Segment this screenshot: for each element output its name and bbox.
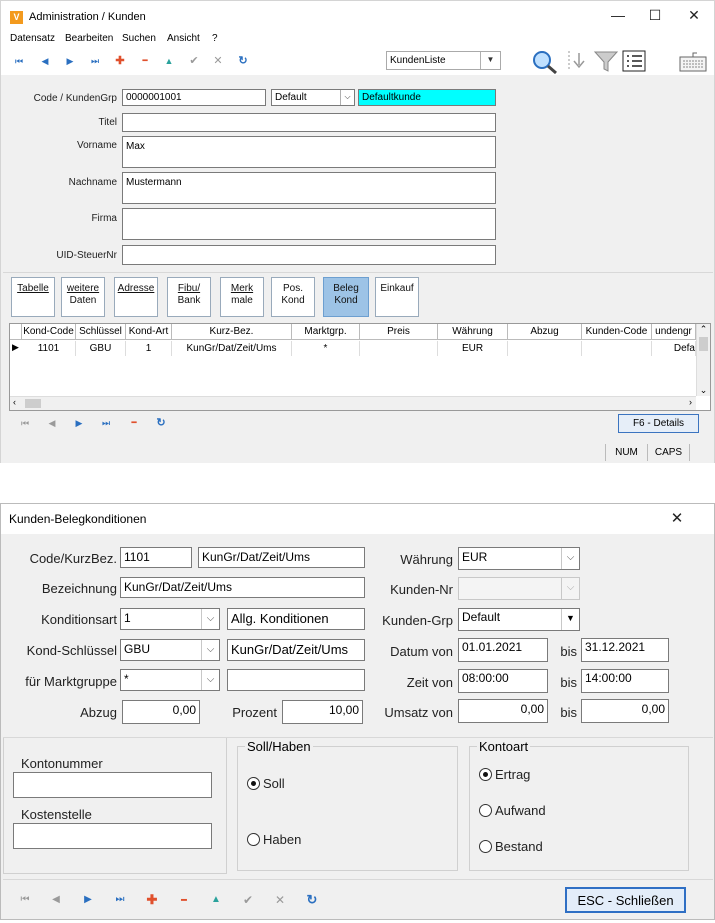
menu-bar: [1, 33, 714, 47]
kond-schluessel-select[interactable]: [120, 639, 220, 661]
first-record-icon[interactable]: ⏮: [14, 56, 24, 66]
confirm-icon[interactable]: ✔: [242, 893, 254, 907]
current-row-indicator-icon: ▶: [12, 342, 19, 352]
last-record-icon[interactable]: ⏭: [115, 894, 125, 905]
radio-label: Aufwand: [495, 803, 546, 818]
radio-unselected-icon: [479, 840, 492, 853]
window-title: Administration / Kunden: [29, 11, 146, 23]
umsatz-bis-label: bis: [560, 705, 577, 720]
column-header[interactable]: Kond-Art: [126, 324, 172, 340]
marktgruppe-description: [227, 669, 365, 691]
chevron-down-icon: ⌵: [561, 578, 579, 599]
tab-label: Fibu/: [177, 283, 201, 294]
add-record-icon[interactable]: ✚: [146, 892, 158, 907]
umsatz-von-field[interactable]: 0,00: [458, 699, 548, 723]
caps-indicator: CAPS: [647, 444, 689, 461]
column-header[interactable]: Währung: [438, 324, 508, 340]
kond-schluessel-value: GBU: [124, 642, 151, 656]
tab-label: Einkauf: [380, 283, 414, 294]
grid-first-icon[interactable]: ⏮: [20, 418, 30, 428]
edit-up-icon[interactable]: ▲: [164, 56, 174, 66]
close-button[interactable]: ✕: [688, 7, 700, 23]
uid-label: UID-SteuerNr: [56, 250, 117, 261]
horizontal-scrollbar[interactable]: [10, 396, 696, 410]
title-bar: [1, 1, 714, 33]
search-icon[interactable]: [531, 49, 559, 75]
menu-bearbeiten[interactable]: Bearbeiten: [65, 33, 114, 44]
delete-record-icon[interactable]: ━: [142, 56, 148, 65]
esc-close-button[interactable]: ESC - Schließen: [565, 887, 686, 913]
umsatz-von-label: Umsatz von: [384, 705, 453, 720]
konditionsart-select[interactable]: [120, 608, 220, 630]
soll-haben-title: Soll/Haben: [247, 739, 311, 754]
kundengrp-description: Defaultkunde: [358, 89, 496, 106]
scroll-right-icon[interactable]: ›: [689, 397, 692, 407]
tab-einkauf[interactable]: [375, 277, 419, 317]
kunden-grp-select[interactable]: [458, 608, 580, 631]
kundengrp-value: Default: [275, 92, 307, 103]
tab-adresse[interactable]: [114, 277, 158, 317]
firma-field[interactable]: [122, 208, 496, 240]
refresh-icon[interactable]: ↻: [306, 892, 318, 907]
dialog-title: Kunden-Belegkonditionen: [9, 512, 147, 526]
prozent-label: Prozent: [232, 705, 277, 720]
datum-bis-field[interactable]: 31.12.2021: [581, 638, 669, 662]
zeit-bis-label: bis: [560, 675, 577, 690]
konditionsart-label: Konditionsart: [41, 612, 117, 627]
toolbar: [1, 47, 714, 75]
status-cell: [689, 444, 713, 461]
vertical-scrollbar[interactable]: [696, 324, 710, 396]
radio-ertrag[interactable]: [479, 767, 530, 782]
kostenstelle-field[interactable]: [13, 823, 212, 849]
keyboard-icon[interactable]: [679, 51, 707, 73]
tab-label: male: [231, 295, 253, 306]
tab-label: Kond: [281, 295, 305, 306]
chevron-down-icon: ▼: [561, 609, 579, 630]
tab-label: Pos.: [282, 283, 303, 294]
radio-label: Ertrag: [495, 767, 531, 782]
chevron-down-icon: ⌵: [561, 548, 579, 569]
maximize-button[interactable]: ☐: [648, 7, 662, 23]
table-cell: KunGr/Dat/Zeit/Ums: [172, 341, 292, 356]
chevron-down-icon: ⌵: [201, 670, 219, 690]
table-cell: *: [292, 341, 360, 356]
tab-label: Beleg: [333, 283, 359, 294]
datum-von-field[interactable]: 01.01.2021: [458, 638, 548, 662]
marktgruppe-select[interactable]: [120, 669, 220, 691]
tab-merkmale[interactable]: [220, 277, 264, 317]
abzug-label: Abzug: [80, 705, 117, 720]
status-bar: [1, 441, 714, 463]
konditionsart-value: 1: [124, 611, 131, 625]
divider: [3, 272, 713, 273]
radio-soll[interactable]: [247, 776, 285, 791]
kontonummer-field[interactable]: [13, 772, 212, 798]
column-header[interactable]: Kond-Code: [22, 324, 76, 340]
table-cell: 1: [126, 341, 172, 356]
code-field[interactable]: 0000001001: [122, 89, 266, 106]
menu-help[interactable]: ?: [212, 33, 218, 44]
chevron-down-icon: ⌵: [201, 640, 219, 660]
num-indicator: NUM: [605, 444, 647, 461]
minimize-button[interactable]: —: [611, 7, 625, 23]
column-header[interactable]: Kunden-Code: [582, 324, 652, 340]
table-cell: EUR: [438, 341, 508, 356]
column-header[interactable]: Preis: [360, 324, 438, 340]
first-record-icon[interactable]: ⏮: [20, 894, 30, 905]
vorname-field[interactable]: Max: [122, 136, 496, 168]
soll-haben-group: [237, 746, 458, 871]
edit-up-icon[interactable]: ▲: [211, 894, 221, 905]
waehrung-label: Währung: [400, 552, 453, 567]
scroll-up-icon[interactable]: ⌃: [699, 324, 708, 334]
tab-tabelle[interactable]: [11, 277, 55, 317]
radio-label: Bestand: [495, 839, 543, 854]
prev-record-icon[interactable]: ◀: [52, 894, 60, 905]
radio-label: Haben: [263, 832, 302, 847]
tab-fibu-bank[interactable]: [167, 277, 211, 317]
zeit-bis-field[interactable]: 14:00:00: [581, 669, 669, 693]
menu-suchen[interactable]: Suchen: [122, 33, 156, 44]
next-record-icon[interactable]: ▶: [66, 56, 74, 66]
refresh-icon[interactable]: ↻: [238, 55, 248, 67]
firma-label: Firma: [91, 213, 117, 224]
titel-label: Titel: [98, 117, 117, 128]
konditionsart-description: Allg. Konditionen: [227, 608, 365, 630]
kontoart-title: Kontoart: [479, 739, 529, 754]
dialog-close-button[interactable]: ✕: [670, 510, 684, 527]
nachname-label: Nachname: [68, 177, 117, 188]
code-kurzbez-label: Code/KurzBez.: [29, 551, 117, 566]
grid-last-icon[interactable]: ⏭: [101, 418, 111, 428]
radio-unselected-icon: [479, 804, 492, 817]
next-record-icon[interactable]: ▶: [84, 894, 92, 905]
table-cell: [360, 341, 438, 356]
table-cell: Defa: [652, 341, 696, 356]
zeit-von-label: Zeit von: [406, 675, 453, 690]
radio-bestand[interactable]: [479, 839, 543, 854]
kunden-nr-label: Kunden-Nr: [390, 582, 453, 597]
delete-record-icon[interactable]: ━: [181, 895, 187, 905]
column-header[interactable]: undengr: [652, 324, 696, 340]
radio-unselected-icon: [247, 833, 260, 846]
datum-bis-label: bis: [560, 644, 577, 659]
list-select-value: KundenListe: [390, 55, 446, 66]
tab-label: Daten: [69, 295, 97, 306]
column-header[interactable]: Marktgrp.: [292, 324, 360, 340]
nachname-field[interactable]: Mustermann: [122, 172, 496, 204]
kostenstelle-label: Kostenstelle: [21, 807, 92, 822]
add-record-icon[interactable]: ✚: [115, 55, 125, 67]
chevron-down-icon: ⌵: [201, 609, 219, 629]
radio-label: Soll: [263, 776, 285, 791]
tab-label: Adresse: [117, 283, 155, 294]
code-label: Code / KundenGrp: [33, 93, 117, 104]
column-header[interactable]: Schlüssel: [76, 324, 126, 340]
grid-delete-icon[interactable]: ━: [131, 418, 137, 427]
table-cell: 1101: [22, 341, 76, 356]
grid-next-icon[interactable]: ▶: [75, 418, 83, 428]
list-view-icon[interactable]: [622, 50, 646, 72]
table-cell: [508, 341, 582, 356]
column-header[interactable]: Kurz-Bez.: [172, 324, 292, 340]
filter-icon[interactable]: [593, 50, 619, 72]
tab-label: Tabelle: [17, 283, 49, 294]
titel-field[interactable]: [122, 113, 496, 132]
waehrung-select[interactable]: [458, 547, 580, 570]
kundengrp-select[interactable]: [271, 89, 355, 106]
umsatz-bis-field[interactable]: 0,00: [581, 699, 669, 723]
zeit-von-field[interactable]: 08:00:00: [458, 669, 548, 693]
tab-label: Kond: [334, 295, 358, 306]
kontonummer-label: Kontonummer: [21, 756, 103, 771]
kurzbez-field[interactable]: KunGr/Dat/Zeit/Ums: [198, 547, 365, 568]
scroll-thumb[interactable]: [699, 337, 708, 351]
kond-schluessel-description: KunGr/Dat/Zeit/Ums: [227, 639, 365, 661]
bezeichnung-label: Bezeichnung: [41, 581, 117, 596]
row-header-corner: [10, 324, 22, 340]
confirm-icon[interactable]: ✔: [189, 55, 199, 67]
prozent-field[interactable]: 10,00: [282, 700, 363, 724]
tab-weitere-daten[interactable]: [61, 277, 105, 317]
radio-selected-icon: [479, 768, 492, 781]
tab-label: Merk: [230, 283, 254, 294]
tab-beleg-kond[interactable]: [323, 277, 369, 317]
uid-field[interactable]: [122, 245, 496, 265]
beleg-konditionen-dialog: [0, 503, 715, 920]
scroll-down-icon[interactable]: ⌄: [699, 385, 708, 395]
kunden-grp-value: Default: [462, 610, 501, 624]
app-icon: V: [10, 11, 23, 24]
radio-haben[interactable]: [247, 832, 301, 847]
sort-icon[interactable]: [563, 49, 589, 73]
scroll-left-icon[interactable]: ‹: [13, 397, 16, 407]
dialog-title-bar: [1, 504, 714, 534]
divider: [3, 879, 713, 880]
waehrung-value: EUR: [462, 550, 488, 564]
bezeichnung-field[interactable]: KunGr/Dat/Zeit/Ums: [120, 577, 365, 598]
kunden-grp-label: Kunden-Grp: [382, 613, 453, 628]
radio-selected-icon: [247, 777, 260, 790]
chevron-down-icon: ⌵: [340, 90, 354, 105]
table-cell: GBU: [76, 341, 126, 356]
scroll-thumb[interactable]: [25, 399, 41, 408]
datum-von-label: Datum von: [390, 644, 453, 659]
chevron-down-icon: ▼: [480, 52, 500, 69]
kunden-nr-select[interactable]: [458, 577, 580, 600]
marktgruppe-label: für Marktgruppe: [25, 674, 117, 689]
menu-ansicht[interactable]: Ansicht: [167, 33, 200, 44]
radio-aufwand[interactable]: [479, 803, 546, 818]
kond-schluessel-label: Kond-Schlüssel: [26, 643, 117, 658]
grid-prev-icon[interactable]: ◀: [48, 418, 56, 428]
vorname-label: Vorname: [76, 140, 117, 151]
table-cell: [582, 341, 652, 356]
column-header[interactable]: Abzug: [508, 324, 582, 340]
tab-label: weitere: [66, 283, 100, 294]
cancel-icon[interactable]: ✕: [274, 893, 286, 907]
last-record-icon[interactable]: ⏭: [90, 56, 100, 66]
grid-refresh-icon[interactable]: ↻: [156, 417, 166, 429]
tab-pos-kond[interactable]: [271, 277, 315, 317]
list-select[interactable]: [386, 51, 501, 70]
prev-record-icon[interactable]: ◀: [41, 56, 49, 66]
menu-datensatz[interactable]: Datensatz: [10, 33, 56, 44]
conditions-table: [9, 323, 711, 411]
marktgruppe-value: *: [124, 672, 129, 686]
abzug-field[interactable]: 0,00: [122, 700, 200, 724]
code-field[interactable]: 1101: [120, 547, 192, 568]
tab-label: Bank: [177, 295, 201, 306]
cancel-icon[interactable]: ✕: [213, 55, 223, 67]
details-button[interactable]: F6 - Details: [618, 414, 699, 433]
